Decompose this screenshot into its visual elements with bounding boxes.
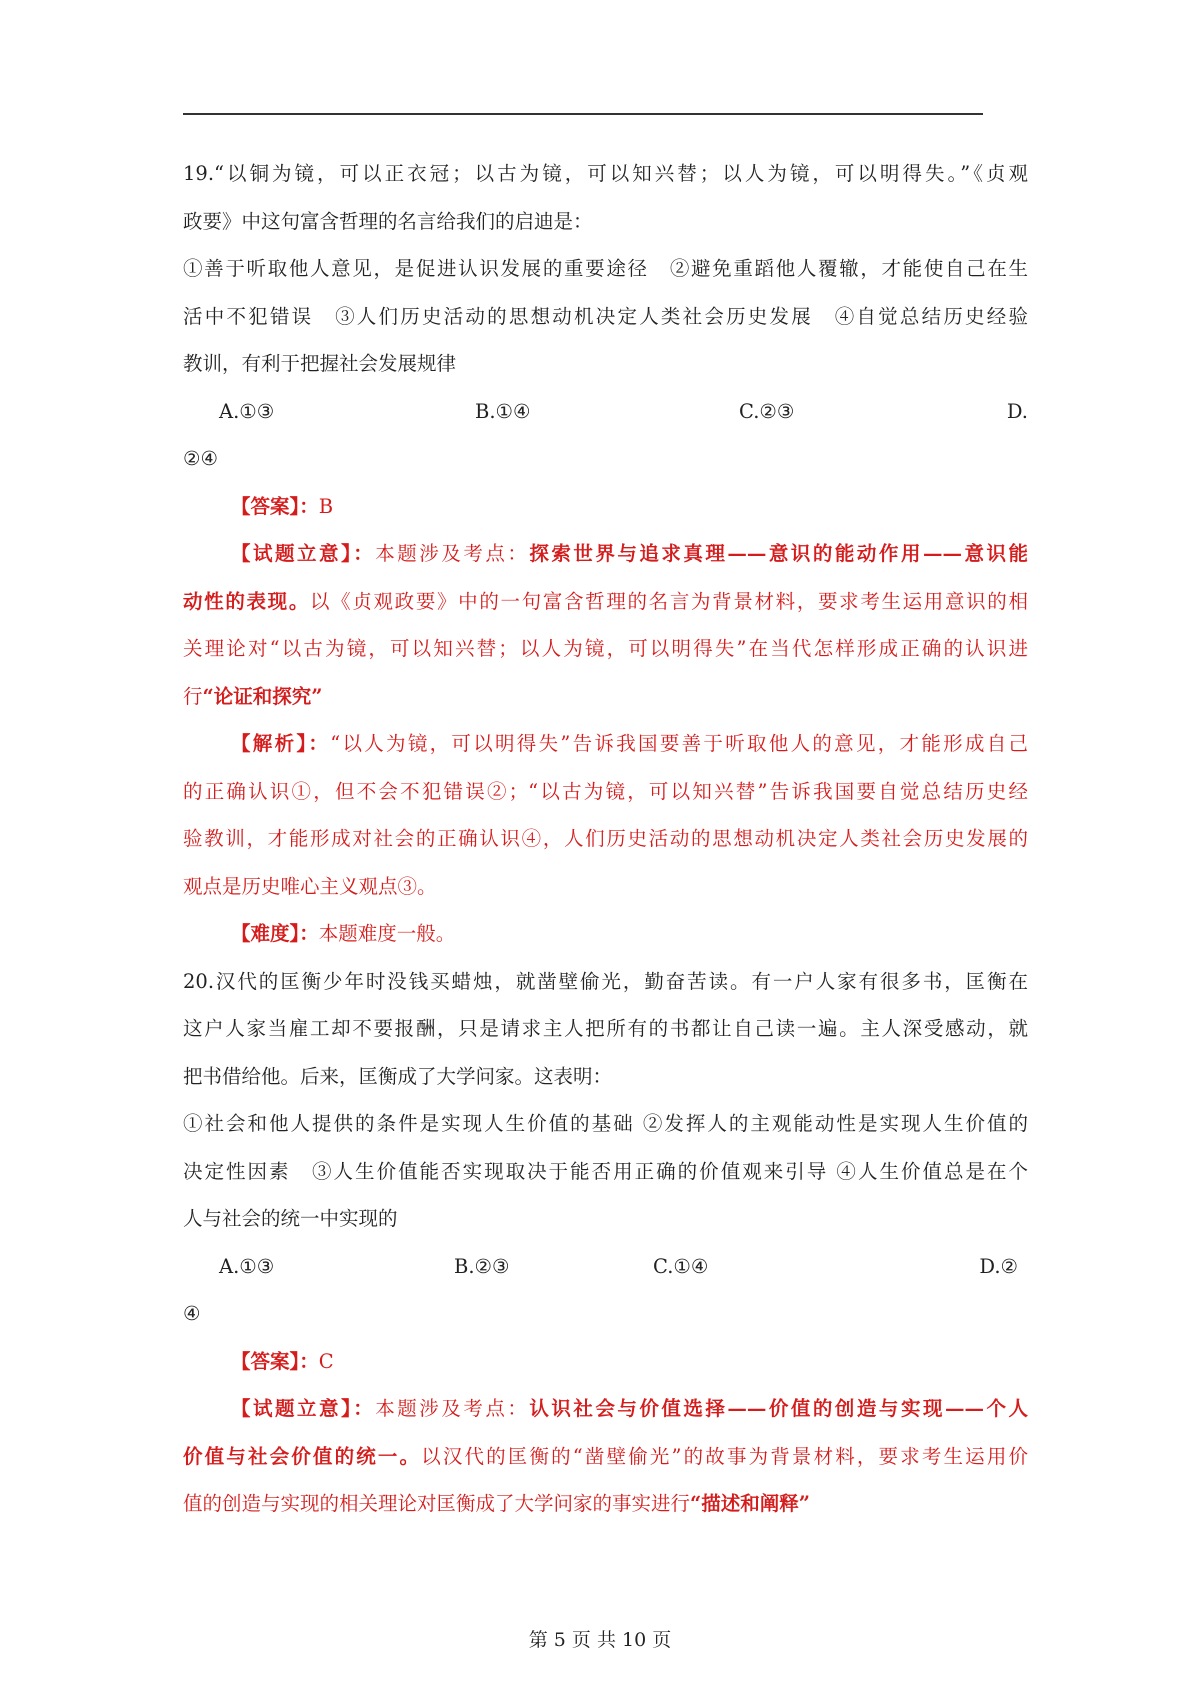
- q20-stem-line2: 这户人家当雇工却不要报酬，只是请求主人把所有的书都让自己读一遍。主人深受感动，就: [183, 1017, 1028, 1040]
- q20-intent-text1: 以汉代的匡衡的“凿壁偷光”的故事为背景材料，要求考生运用价: [421, 1444, 1028, 1468]
- q19-intent-line3: 关理论对“以古为镜，可以知兴替；以人为镜，可以明得失”在当代怎样形成正确的认识进: [183, 637, 1028, 660]
- q19-analysis-line1: [183, 720, 1028, 768]
- q19-answer-label: 【答案】：: [231, 494, 319, 518]
- q20-answer-value: C: [318, 1349, 334, 1373]
- q19-statement-line2: 活中不犯错误 ③人们历史活动的思想动机决定人类社会历史发展 ④自觉总结历史经验: [183, 304, 1028, 328]
- q20-option-b: B.②③: [454, 1254, 510, 1278]
- q19-options: [183, 388, 1028, 436]
- q19-analysis-label: 【解析】：: [231, 732, 331, 755]
- q20-option-d: D.②: [979, 1254, 1018, 1278]
- q19-difficulty: [183, 910, 1028, 958]
- q19-stem-line1: 19.“以铜为镜，可以正衣冠；以古为镜，可以知兴替；以人为镜，可以明得失。”《贞观: [183, 162, 1028, 185]
- q20-option-c: C.①④: [653, 1254, 709, 1278]
- q19-intent-text1: 以《贞观政要》中的一句富含哲理的名言为背景材料，要求考生运用意识的相: [310, 589, 1028, 613]
- q19-statement-line3: 教训，有利于把握社会发展规律: [183, 352, 457, 375]
- q20-option-a: A.①③: [219, 1254, 275, 1278]
- q19-analysis-text1: “以人为镜，可以明得失”告诉我国要善于听取他人的意见，才能形成自己: [330, 732, 1028, 755]
- q20-statement-line1: ①社会和他人提供的条件是实现人生价值的基础 ②发挥人的主观能动性是实现人生价值的: [183, 1112, 1028, 1135]
- q20-intent-line1: [183, 1385, 1028, 1433]
- q20-intent-intro: 本题涉及考点：: [375, 1397, 530, 1420]
- q19-answer-value: B: [318, 494, 334, 518]
- q19-intent-line2: [183, 578, 1028, 626]
- q19-intent-intro: 本题涉及考点：: [375, 542, 530, 565]
- question-20: [183, 958, 1028, 1528]
- header-rule: [183, 113, 983, 115]
- q20-intent-topic-end: 价值与社会价值的统一。: [183, 1444, 422, 1468]
- q19-analysis-line3: 验教训，才能形成对社会的正确认识④，人们历史活动的思想动机决定人类社会历史发展的: [183, 827, 1028, 850]
- q20-statement-line2: 决定性因素 ③人生价值能否实现取决于能否用正确的价值观来引导 ④人生价值总是在个: [183, 1159, 1028, 1183]
- q20-intent-emphasis: “描述和阐释”: [690, 1492, 810, 1515]
- q20-answer: [183, 1338, 1028, 1386]
- q19-statement-line1: ①善于听取他人意见，是促进认识发展的重要途径 ②避免重蹈他人覆辙，才能使自己在生: [183, 257, 1028, 280]
- q19-intent-label: 【试题立意】：: [231, 542, 376, 565]
- q20-intent-topic: 认识社会与价值选择——价值的创造与实现——个人: [529, 1397, 1028, 1420]
- q20-intent-text2: 值的创造与实现的相关理论对匡衡成了大学问家的事实进行: [183, 1492, 691, 1515]
- q19-option-d-continued: ②④: [183, 447, 218, 470]
- q19-option-b: B.①④: [475, 399, 531, 423]
- q19-option-c: C.②③: [739, 399, 795, 423]
- page-footer: 第 5 页 共 10 页: [528, 1629, 672, 1651]
- q20-options: [183, 1243, 1028, 1291]
- q19-difficulty-label: 【难度】：: [231, 922, 319, 945]
- q20-stem-line3: 把书借给他。后来，匡衡成了大学问家。这表明：: [183, 1064, 613, 1088]
- q19-intent-topic-end: 动性的表现。: [183, 589, 310, 613]
- q19-answer: [183, 483, 1028, 531]
- q20-answer-label: 【答案】：: [231, 1349, 319, 1373]
- q19-intent-text3: 行: [183, 684, 203, 708]
- q20-statement-line3: 人与社会的统一中实现的: [183, 1207, 398, 1230]
- q20-intent-line2: [183, 1433, 1028, 1481]
- q20-stem-line1: 20.汉代的匡衡少年时没钱买蜡烛，就凿壁偷光，勤奋苦读。有一户人家有很多书，匡衡在: [183, 969, 1028, 993]
- q19-analysis-line2: 的正确认识①，但不会不犯错误②；“以古为镜，可以知兴替”告诉我国要自觉总结历史经: [183, 779, 1028, 803]
- q19-intent-topic: 探索世界与追求真理——意识的能动作用——意识能: [529, 542, 1028, 565]
- q19-stem-line2: 政要》中这句富含哲理的名言给我们的启迪是：: [183, 209, 593, 233]
- q19-intent-line4: [183, 673, 1028, 721]
- q20-intent-label: 【试题立意】：: [231, 1397, 376, 1420]
- page-content: [183, 150, 1028, 1528]
- q19-analysis-line4: 观点是历史唯心主义观点③。: [183, 874, 437, 898]
- q19-intent-emphasis: “论证和探究”: [202, 684, 323, 708]
- q19-intent-line1: [183, 530, 1028, 578]
- question-19: [183, 150, 1028, 958]
- q20-option-d-continued: ④: [183, 1302, 201, 1325]
- q19-option-d: D.: [1006, 399, 1028, 423]
- q19-option-a: A.①③: [219, 399, 275, 423]
- q20-intent-line3: [183, 1480, 1028, 1528]
- q19-difficulty-text: 本题难度一般。: [318, 922, 456, 945]
